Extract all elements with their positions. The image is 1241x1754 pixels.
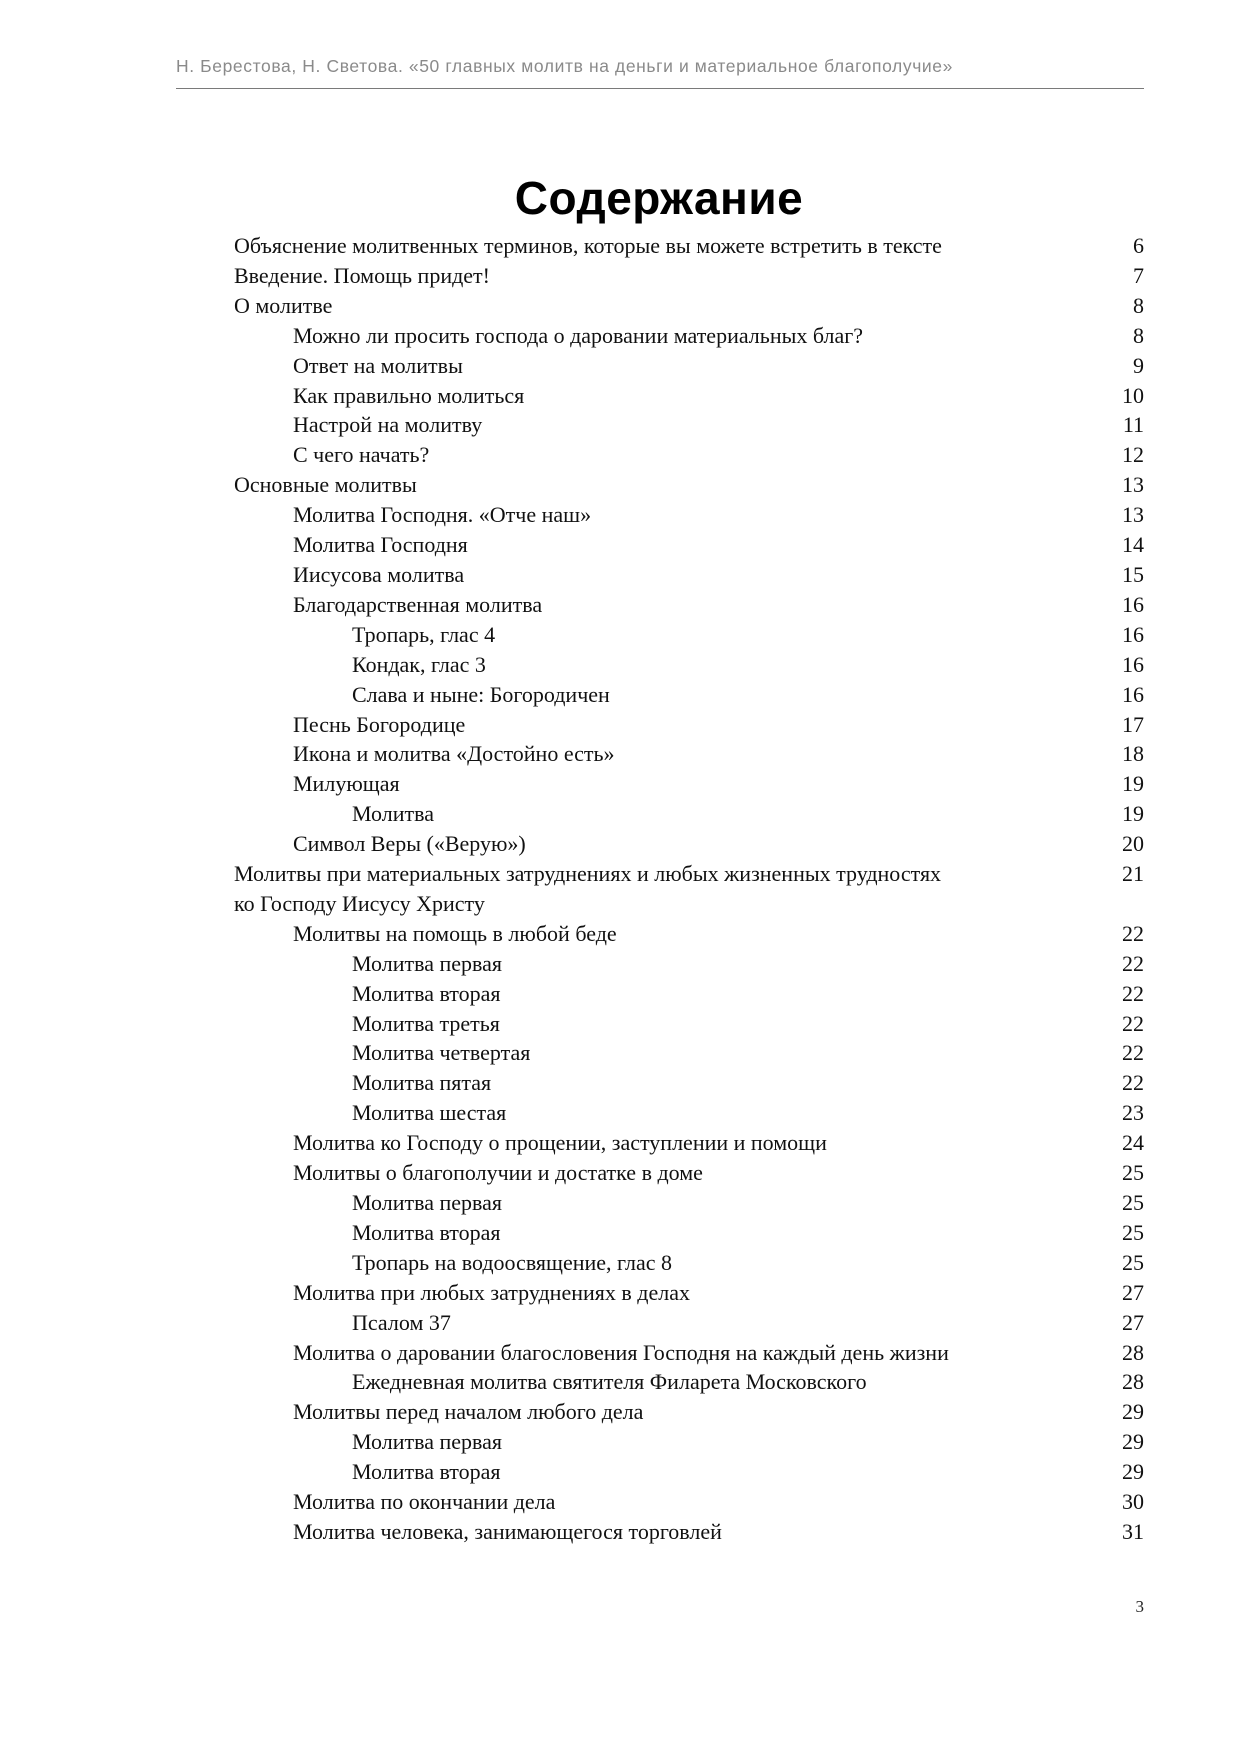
table-of-contents [234,231,1144,1547]
toc-entry[interactable] [234,440,1144,470]
toc-entry[interactable] [234,351,1144,381]
toc-entry-page: 12 [1122,442,1144,468]
toc-entry[interactable] [234,769,1144,799]
page-title: Содержание [514,171,804,224]
toc-entry-page: 16 [1122,681,1144,707]
toc-entry[interactable] [234,1427,1144,1457]
toc-entry-title: Молитва первая [352,950,502,976]
toc-entry[interactable] [234,1248,1144,1278]
toc-entry-page: 18 [1122,741,1144,767]
toc-entry-title: Молитва Господня. «Отче наш» [293,502,592,528]
toc-entry-page: 20 [1122,831,1144,857]
toc-entry-title: Молитва вторая [352,1219,501,1245]
toc-entry-page: 22 [1122,1070,1144,1096]
toc-entry[interactable] [234,410,1144,440]
toc-entry-page: 22 [1122,950,1144,976]
toc-entry-title: Ответ на молитвы [293,352,463,378]
toc-entry-title: Молитва первая [352,1190,502,1215]
toc-entry-page: 8 [1133,292,1144,318]
toc-entry-title: Объяснение молитвенных терминов, которые вы можете встретить в тексте [234,233,942,258]
toc-entry-page: 9 [1133,352,1144,378]
toc-entry[interactable] [234,590,1144,620]
toc-entry-title: Настрой на молитву [293,412,483,438]
toc-entry-page: 25 [1122,1219,1144,1245]
toc-entry[interactable] [234,231,1144,261]
toc-entry-page: 28 [1122,1339,1144,1365]
toc-entry[interactable] [234,560,1144,590]
toc-entry-page: 29 [1122,1429,1144,1455]
toc-entry-title: Как правильно молиться [293,382,525,408]
toc-entry-page: 22 [1122,920,1144,946]
toc-entry-page: 22 [1122,1010,1144,1036]
toc-entry-page: 15 [1122,561,1144,587]
toc-entry-title: Икона и молитва «Достойно есть» [293,741,615,767]
toc-entry[interactable] [234,1158,1144,1188]
toc-entry-title: Иисусова молитва [293,561,465,587]
toc-entry-title: Молитвы на помощь в любой беде [293,920,617,946]
toc-entry-title: Молитва первая [352,1429,502,1455]
toc-entry[interactable] [234,1038,1144,1068]
toc-entry[interactable] [234,799,1144,829]
toc-entry[interactable] [234,859,1144,919]
toc-entry-title: Молитва вторая [352,980,501,1006]
toc-entry[interactable] [234,710,1144,740]
toc-entry-page: 14 [1122,532,1144,558]
toc-entry-title: Ежедневная молитва святителя Филарета Московского [352,1369,867,1395]
toc-entry[interactable] [234,381,1144,411]
toc-entry-title: Молитва [352,801,434,827]
toc-entry-page: 24 [1122,1130,1144,1156]
toc-entry[interactable] [234,680,1144,710]
toc-entry[interactable] [234,949,1144,979]
toc-entry[interactable] [234,500,1144,530]
toc-entry-title: Молитва четвертая [352,1040,531,1066]
toc-entry-page: 7 [1133,262,1144,288]
toc-entry-title: Молитва человека, занимающегося торговлей [293,1518,722,1544]
toc-entry-page: 22 [1122,980,1144,1006]
toc-entry-title: Молитва вторая [352,1459,501,1485]
toc-entry[interactable] [234,1009,1144,1039]
toc-entry[interactable] [234,1068,1144,1098]
toc-entry-title: Введение. Помощь придет! [234,262,490,288]
toc-entry-title: Слава и ныне: Богородичен [352,681,610,707]
toc-entry-page: 16 [1122,591,1144,617]
header-rule [176,88,1144,89]
toc-entry-title: Символ Веры («Верую») [293,831,526,857]
toc-entry-page: 27 [1122,1279,1144,1305]
toc-entry[interactable] [234,1397,1144,1427]
toc-entry-title: Песнь Богородице [293,711,466,737]
toc-entry-title: Основные молитвы [234,472,417,498]
toc-entry-title: Молитвы перед началом любого дела [293,1399,644,1425]
toc-entry[interactable] [234,1098,1144,1128]
toc-entry[interactable] [234,530,1144,560]
toc-entry-page: 29 [1122,1459,1144,1485]
toc-entry-page: 10 [1122,382,1144,408]
toc-entry[interactable] [234,919,1144,949]
toc-entry-page: 31 [1122,1518,1144,1544]
toc-entry-page: 28 [1122,1369,1144,1395]
toc-entry-page: 25 [1122,1190,1144,1215]
toc-entry[interactable] [234,739,1144,769]
toc-entry-title: О молитве [234,292,333,318]
toc-entry[interactable] [234,1457,1144,1487]
toc-entry-title: Молитвы о благополучии и достатке в доме [293,1160,703,1186]
toc-entry-title: Молитва третья [352,1010,500,1036]
toc-entry-title: Молитвы при материальных затруднениях и любых жизненных трудностях ко Господу Иисусу Христу [234,861,942,916]
toc-entry-page: 21 [1122,861,1144,887]
toc-entry-title: Молитва Господня [293,532,468,558]
page-number: 3 [1135,1597,1144,1616]
toc-entry[interactable] [234,1278,1144,1308]
toc-entry-title: Тропарь на водоосвящение, глас 8 [352,1249,672,1275]
toc-entry-title: С чего начать? [293,442,430,468]
toc-entry-page: 16 [1122,621,1144,647]
toc-entry[interactable] [234,321,1144,351]
toc-entry[interactable] [234,1308,1144,1338]
toc-entry[interactable] [234,1367,1144,1397]
toc-entry-page: 19 [1122,801,1144,827]
toc-entry-title: Псалом 37 [352,1309,451,1335]
toc-entry-title: Кондак, глас 3 [352,651,486,677]
toc-entry-page: 29 [1122,1399,1144,1425]
toc-entry-page: 11 [1122,412,1144,438]
toc-entry[interactable] [234,1338,1144,1368]
toc-entry-title: Можно ли просить господа о даровании материальных благ? [293,322,864,348]
toc-entry-page: 19 [1122,771,1144,797]
toc-entry[interactable] [234,1128,1144,1158]
toc-entry[interactable] [234,261,1144,291]
running-header: Н. Берестова, Н. Светова. «50 главных молитв на деньги и материальное благополучие» [176,56,953,76]
toc-entry[interactable] [234,620,1144,650]
toc-entry-title: Молитва шестая [352,1100,507,1126]
toc-entry[interactable] [234,979,1144,1009]
toc-entry[interactable] [234,829,1144,859]
toc-entry-page: 25 [1122,1249,1144,1275]
toc-entry-page: 13 [1122,472,1144,498]
toc-entry-page: 8 [1133,322,1144,348]
toc-entry-page: 27 [1122,1309,1144,1335]
toc-entry-title: Молитва ко Господу о прощении, заступлении и помощи [293,1130,827,1156]
toc-entry-title: Тропарь, глас 4 [352,621,496,647]
toc-entry-page: 13 [1122,502,1144,528]
toc-entry-page: 16 [1122,651,1144,677]
toc-entry-page: 30 [1122,1489,1144,1515]
toc-entry-page: 25 [1122,1160,1144,1186]
toc-entry-page: 23 [1122,1100,1144,1126]
toc-entry[interactable] [234,470,1144,500]
toc-entry-page: 22 [1122,1040,1144,1066]
toc-entry[interactable] [234,1487,1144,1517]
toc-entry-title: Молитва пятая [352,1070,492,1096]
toc-entry-title: Милующая [293,771,400,797]
toc-entry[interactable] [234,1218,1144,1248]
toc-entry-page: 6 [1133,233,1144,258]
toc-entry[interactable] [234,650,1144,680]
toc-entry-title: Благодарственная молитва [293,591,543,617]
toc-entry[interactable] [234,291,1144,321]
toc-entry-title: Молитва при любых затруднениях в делах [293,1279,690,1305]
toc-entry-title: Молитва о даровании благословения Господня на каждый день жизни [293,1339,949,1365]
toc-entry[interactable] [234,1517,1144,1547]
toc-entry[interactable] [234,1188,1144,1218]
toc-entry-title: Молитва по окончании дела [293,1489,556,1515]
toc-entry-page: 17 [1122,711,1144,737]
